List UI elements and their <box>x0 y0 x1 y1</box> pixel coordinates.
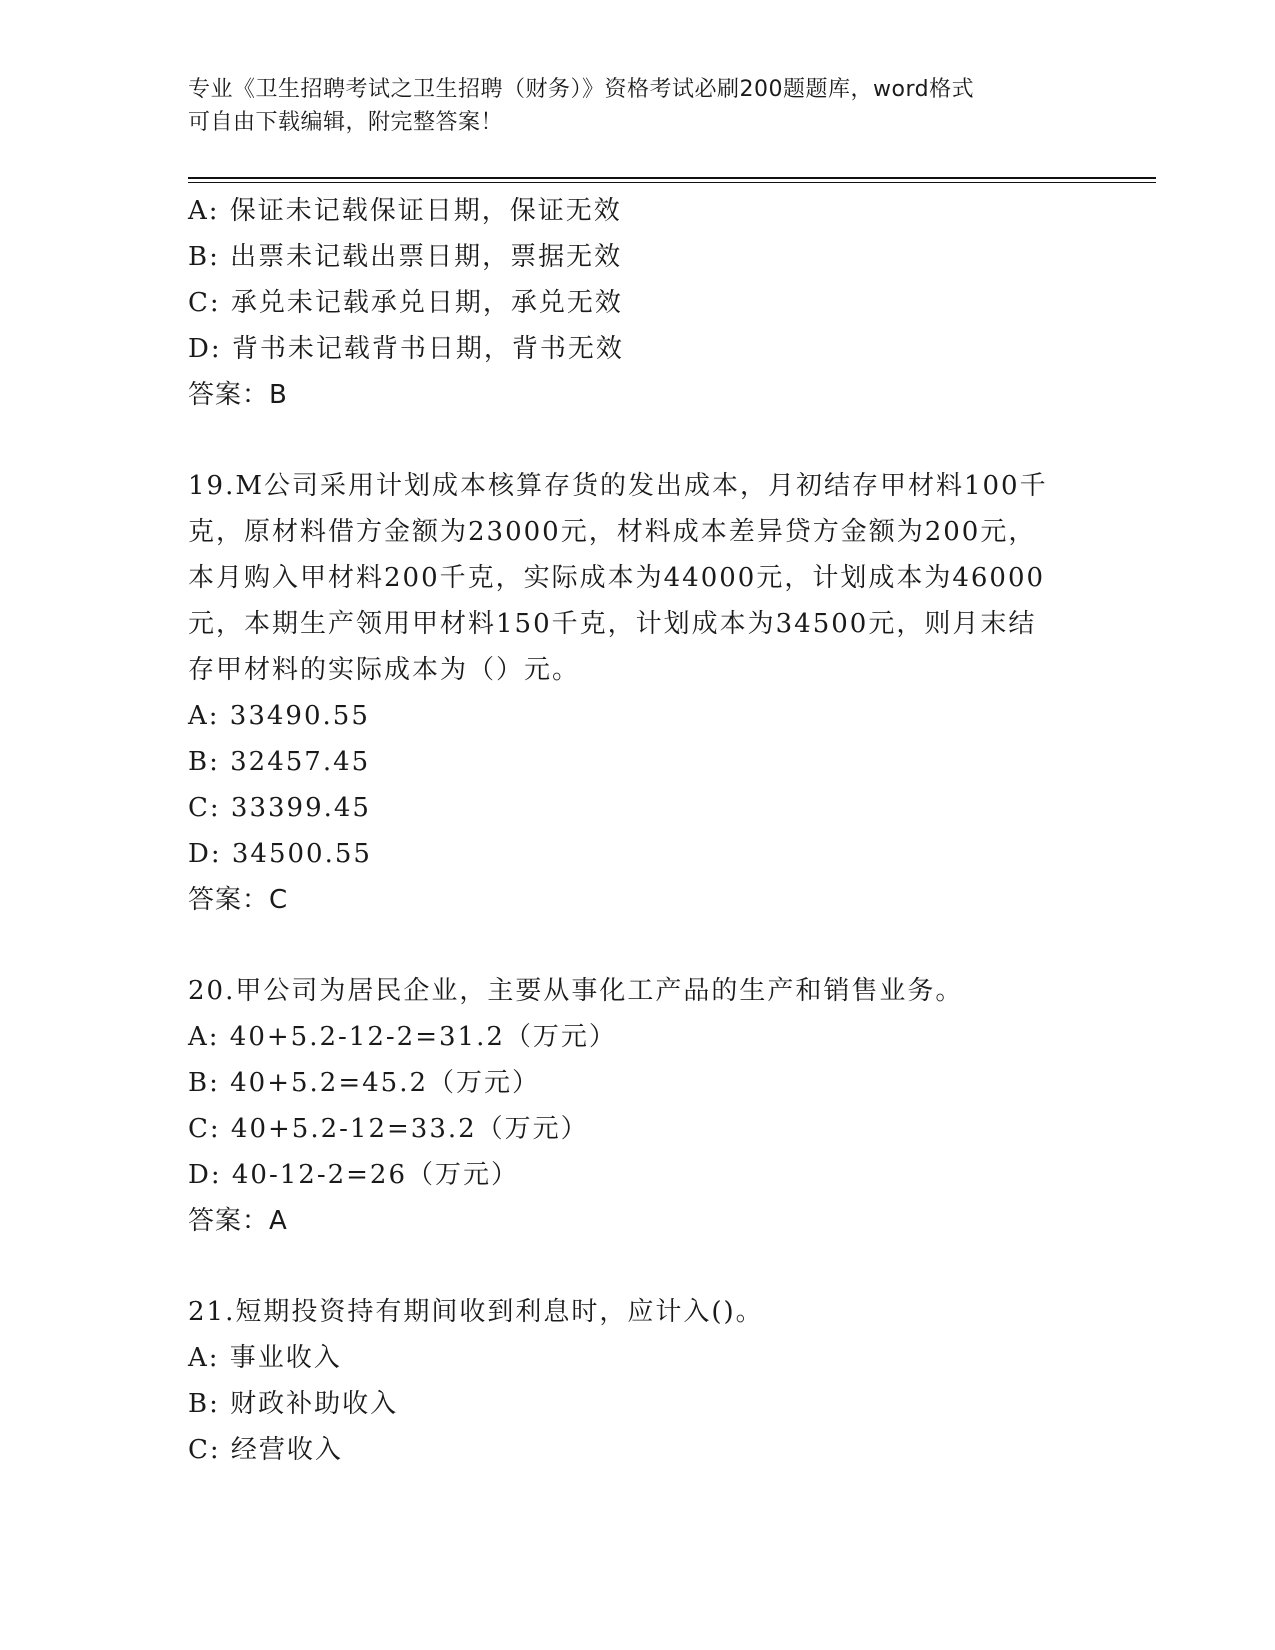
question-stem-line: 元，本期生产领用甲材料150千克，计划成本为34500元，则月末结 <box>188 609 1037 639</box>
option-a: A: 保证未记载保证日期，保证无效 <box>188 196 622 226</box>
question-gap <box>188 923 1068 968</box>
option-d: D: 背书未记载背书日期，背书无效 <box>188 334 624 364</box>
question-20 <box>188 968 1068 1244</box>
question-stem-line: 19.M公司采用计划成本核算存货的发出成本，月初结存甲材料100千 <box>188 471 1048 501</box>
option-b: B: 出票未记载出票日期，票据无效 <box>188 242 623 272</box>
option-c: C: 承兑未记载承兑日期，承兑无效 <box>188 288 623 318</box>
header-line-2: 可自由下载编辑，附完整答案！ <box>188 110 504 135</box>
option-c: C: 40+5.2-12=33.2（万元） <box>188 1114 589 1144</box>
option-b: B: 财政补助收入 <box>188 1389 399 1419</box>
option-b: B: 40+5.2=45.2（万元） <box>188 1068 541 1098</box>
option-a: A: 33490.55 <box>188 701 370 731</box>
question-stem-line: 克，原材料借方金额为23000元，材料成本差异贷方金额为200元， <box>188 517 1037 547</box>
question-stem-line: 存甲材料的实际成本为（）元。 <box>188 655 581 685</box>
option-a: A: 事业收入 <box>188 1343 342 1373</box>
option-c: C: 33399.45 <box>188 793 371 823</box>
question-stem: 21.短期投资持有期间收到利息时，应计入()。 <box>188 1297 764 1327</box>
option-d: D: 34500.55 <box>188 839 372 869</box>
option-c: C: 经营收入 <box>188 1435 343 1465</box>
question-stem: 20.甲公司为居民企业，主要从事化工产品的生产和销售业务。 <box>188 976 964 1006</box>
question-19 <box>188 463 1068 923</box>
option-d: D: 40-12-2=26（万元） <box>188 1160 520 1190</box>
question-gap <box>188 418 1068 463</box>
header-rule-thin <box>188 182 1156 183</box>
header-rule-thick <box>188 177 1156 179</box>
question-stem-line: 本月购入甲材料200千克，实际成本为44000元，计划成本为46000 <box>188 563 1046 593</box>
answer: 答案：A <box>188 1206 288 1236</box>
question-gap <box>188 1244 1068 1289</box>
option-b: B: 32457.45 <box>188 747 371 777</box>
header-line-1: 专业《卫生招聘考试之卫生招聘（财务）》资格考试必刷200题题库，word格式 <box>188 77 975 102</box>
answer: 答案：B <box>188 380 288 410</box>
question-21 <box>188 1289 1068 1473</box>
answer: 答案：C <box>188 885 289 915</box>
document-header <box>188 73 1068 139</box>
question-list <box>188 188 1068 1473</box>
question-18 <box>188 188 1068 418</box>
option-a: A: 40+5.2-12-2=31.2（万元） <box>188 1022 617 1052</box>
